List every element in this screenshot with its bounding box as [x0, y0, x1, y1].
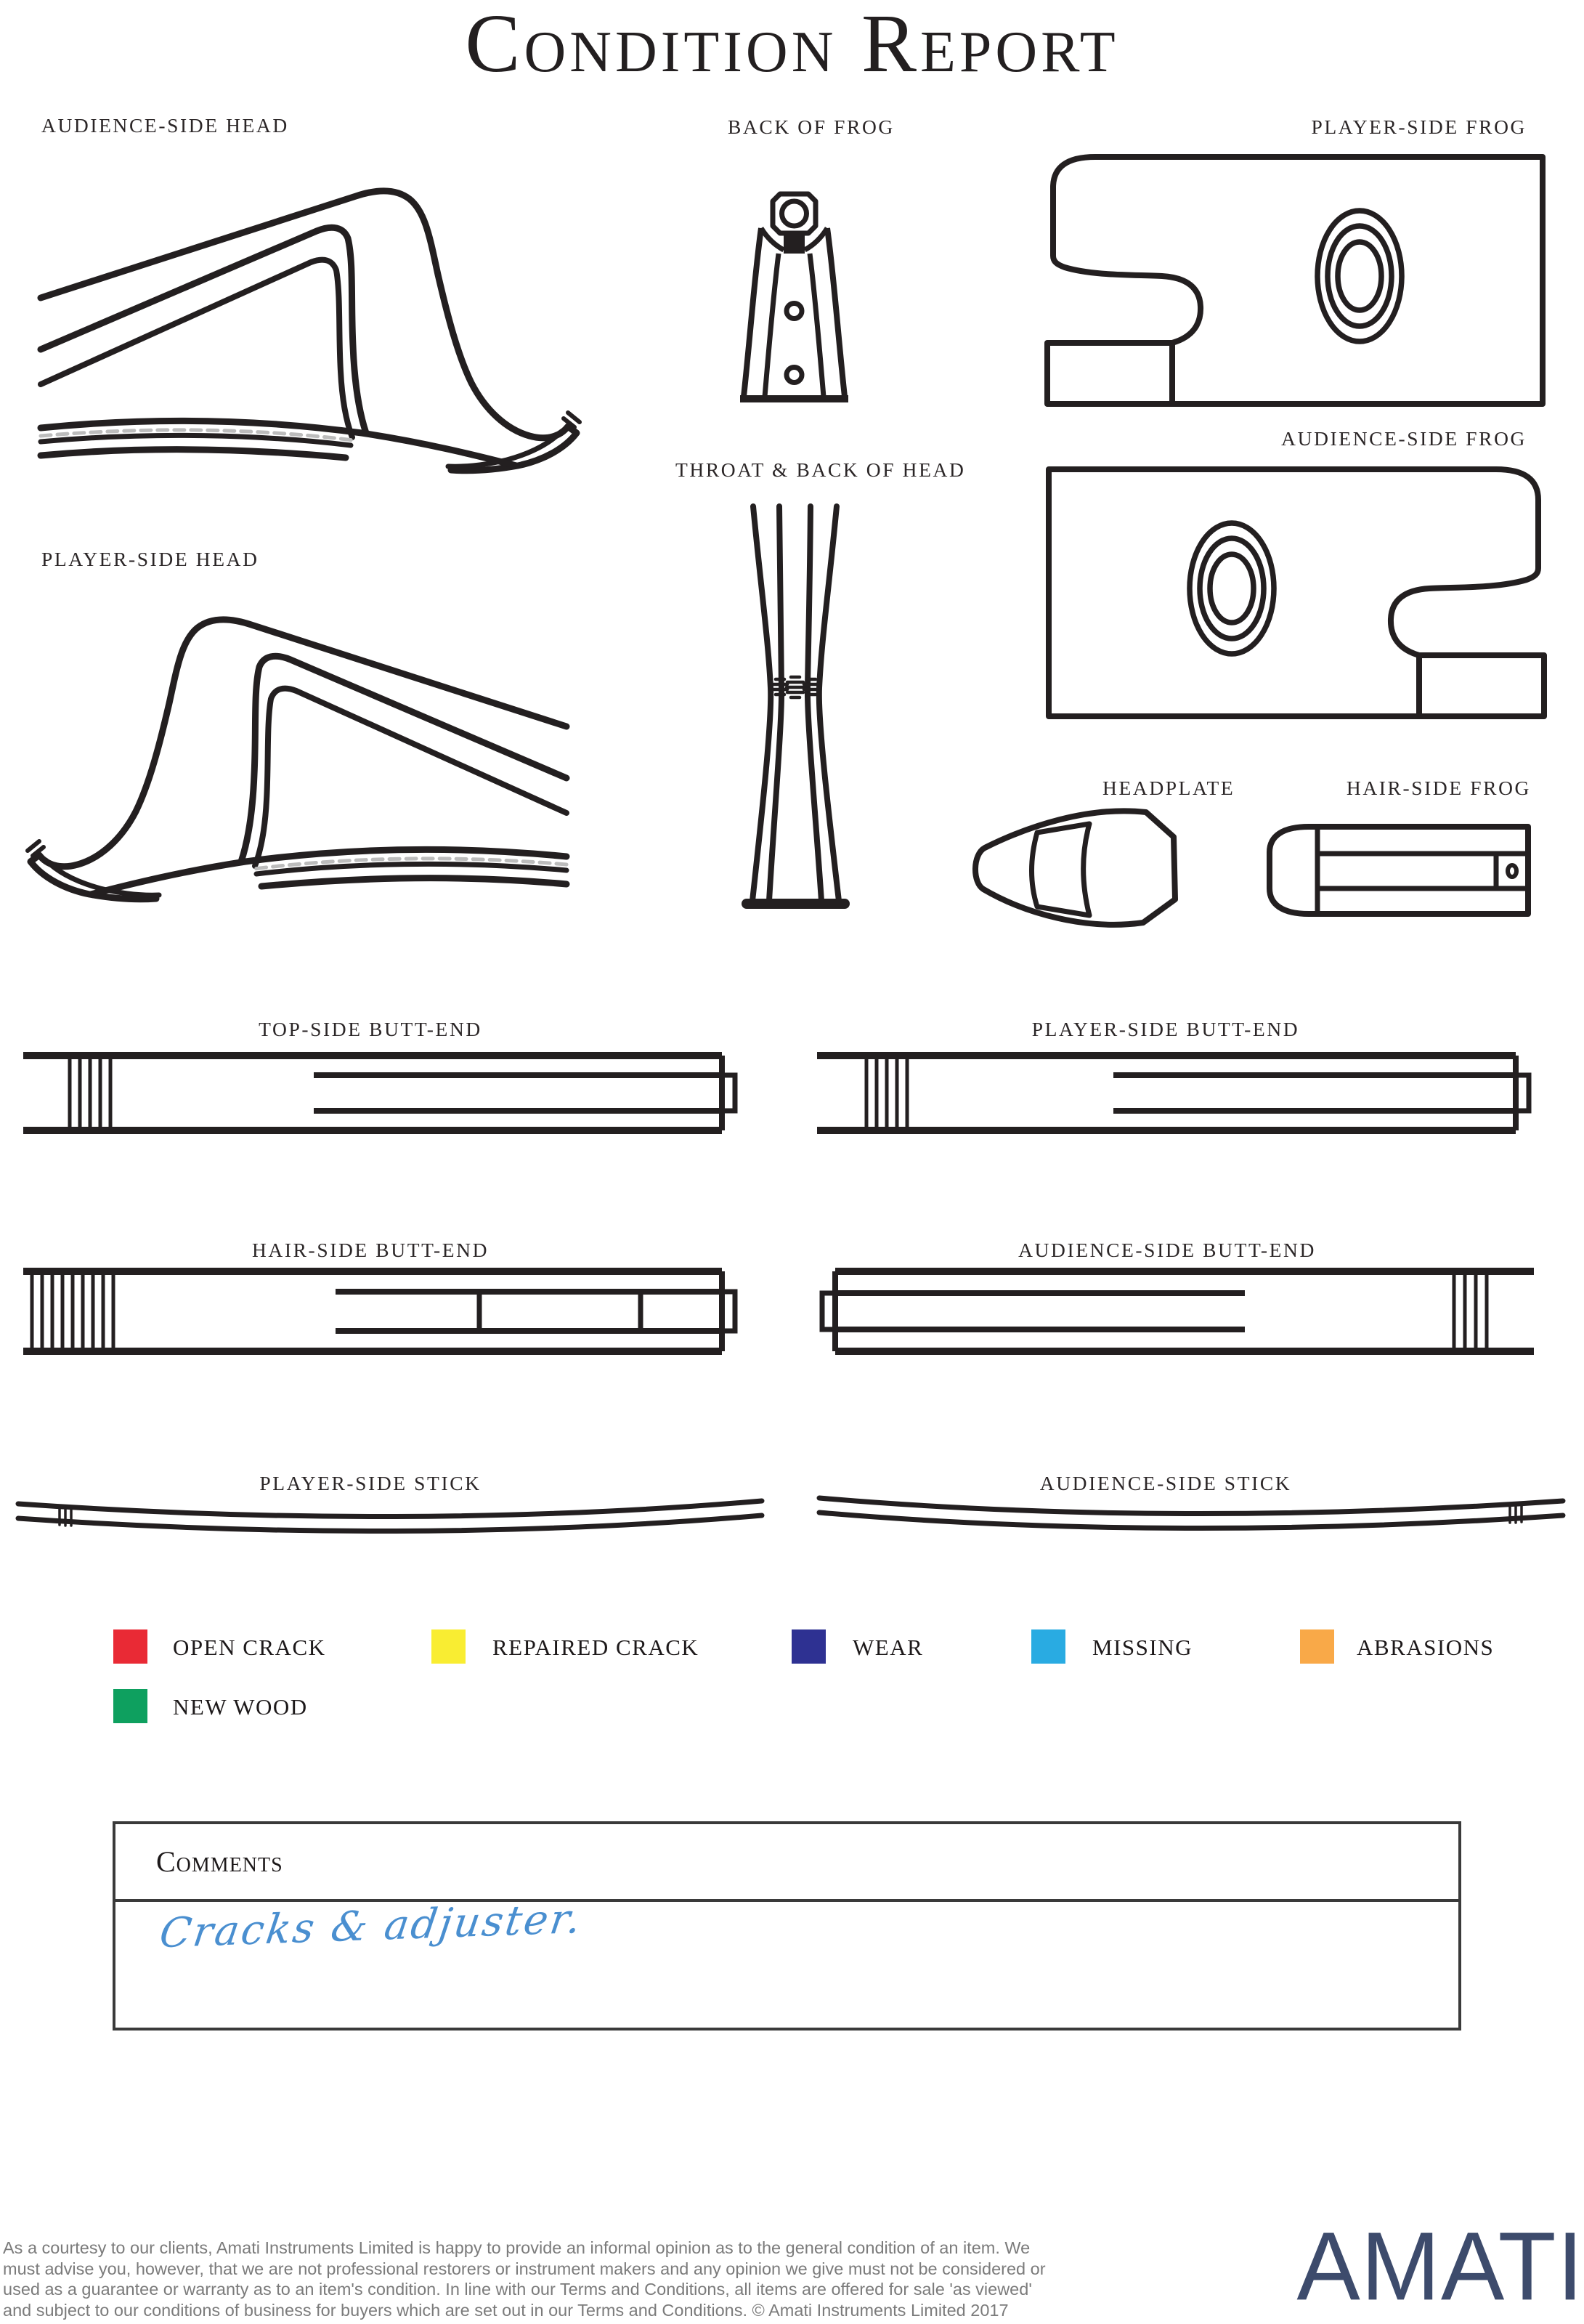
legend-item-new-wood	[113, 1689, 418, 1723]
repaired-crack-swatch	[431, 1629, 466, 1664]
audience-side-stick-diagram	[817, 1495, 1565, 1531]
label-headplate: HEADPLATE	[1102, 777, 1235, 799]
hair-side-frog-diagram	[1262, 823, 1531, 918]
page-title: Condition Report	[465, 0, 1119, 89]
legend-label: MISSING	[1092, 1635, 1193, 1660]
player-side-butt-end-diagram	[817, 1051, 1543, 1135]
legend-label: OPEN CRACK	[173, 1635, 326, 1660]
label-audience-side-butt-end: AUDIENCE-SIDE BUTT-END	[1018, 1239, 1316, 1261]
label-audience-side-stick: AUDIENCE-SIDE STICK	[1039, 1472, 1292, 1494]
comments-header-label: Comments	[156, 1845, 283, 1878]
player-side-frog-diagram	[1041, 153, 1553, 408]
abrasions-swatch	[1300, 1629, 1334, 1664]
player-side-head-diagram	[20, 571, 587, 891]
comments-box	[113, 1821, 1461, 2031]
legend-label: ABRASIONS	[1357, 1635, 1495, 1660]
legend-item-abrasions	[1300, 1629, 1576, 1664]
label-player-side-butt-end: PLAYER-SIDE BUTT-END	[1031, 1018, 1300, 1040]
top-side-butt-end-diagram	[23, 1051, 750, 1135]
wear-swatch	[792, 1629, 826, 1664]
label-audience-side-frog: AUDIENCE-SIDE FROG	[1281, 427, 1527, 450]
open-crack-swatch	[113, 1629, 147, 1664]
label-audience-side-head: AUDIENCE-SIDE HEAD	[41, 114, 289, 137]
headplate-diagram	[960, 808, 1200, 931]
player-side-stick-diagram	[16, 1498, 764, 1534]
legend-label: REPAIRED CRACK	[492, 1635, 699, 1660]
legend-item-open-crack	[113, 1629, 418, 1664]
hair-side-butt-end-diagram	[23, 1267, 750, 1356]
missing-swatch	[1031, 1629, 1065, 1664]
back-of-frog-diagram	[726, 191, 863, 409]
comments-note-field[interactable]: Cracks & adjuster.	[156, 1895, 586, 1958]
audience-side-head-diagram	[20, 142, 587, 462]
audience-side-butt-end-diagram	[815, 1267, 1534, 1356]
label-player-side-head: PLAYER-SIDE HEAD	[41, 548, 259, 570]
label-back-of-frog: BACK OF FROG	[728, 116, 895, 138]
legend-item-wear	[792, 1629, 1010, 1664]
label-hair-side-butt-end: HAIR-SIDE BUTT-END	[251, 1239, 490, 1261]
label-hair-side-frog: HAIR-SIDE FROG	[1346, 777, 1531, 799]
legend-item-repaired-crack	[431, 1629, 765, 1664]
label-top-side-butt-end: TOP-SIDE BUTT-END	[259, 1018, 482, 1040]
throat-back-of-head-diagram	[747, 503, 845, 924]
legend-label: NEW WOOD	[173, 1694, 308, 1720]
label-player-side-frog: PLAYER-SIDE FROG	[1311, 116, 1527, 138]
legend-item-missing	[1031, 1629, 1271, 1664]
legend-label: WEAR	[853, 1635, 924, 1660]
new-wood-swatch	[113, 1689, 147, 1723]
footer-disclaimer: As a courtesy to our clients, Amati Instruments Limited is happy to provide an informal opinion as to the general condition of an item. We must advise you, however, that we are not professional restorers or instrument makers and any opinion we give must not be considered or used as a guarantee or warranty as to an item's condition. In line with our Terms and Conditions, all items are offered for sale 'as viewed' and subject to our conditions of business for buyers which are set out in our Terms and Conditions. © Amati Instruments Limited 2017	[3, 2238, 1046, 2320]
comments-header	[115, 1824, 1458, 1902]
audience-side-frog-diagram	[1039, 465, 1550, 721]
label-throat-back-of-head: THROAT & BACK OF HEAD	[675, 458, 966, 481]
label-player-side-stick: PLAYER-SIDE STICK	[259, 1472, 482, 1494]
amati-logo: AMATI	[1296, 2211, 1584, 2320]
